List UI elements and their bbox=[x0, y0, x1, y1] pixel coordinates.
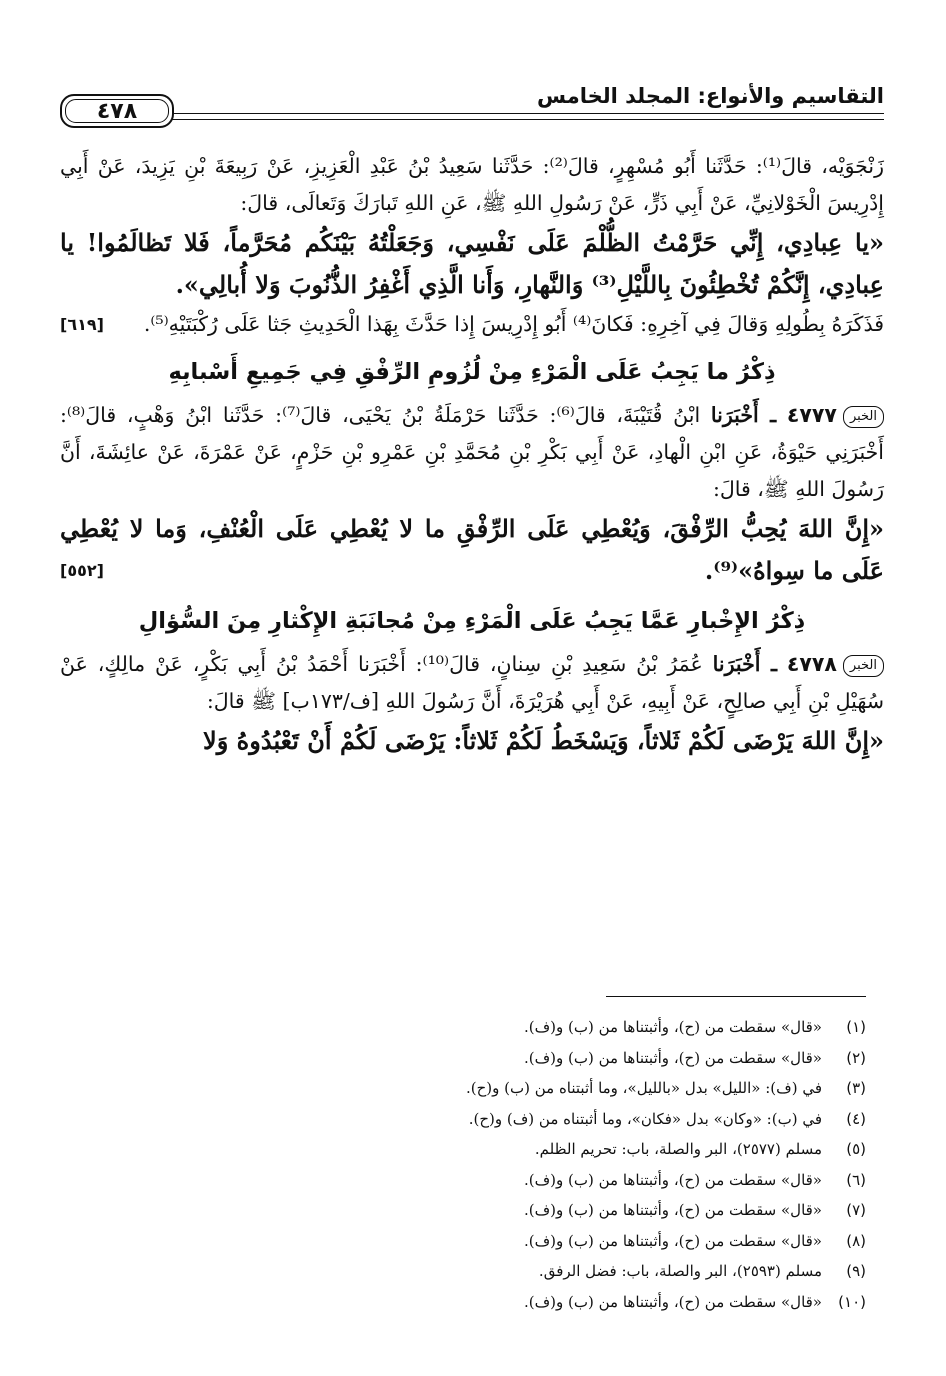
footnote-separator bbox=[606, 996, 866, 997]
hadith-entry-4778 bbox=[60, 646, 884, 720]
hadith-matn: «إِنَّ اللهَ يُحِبُّ الرِّفْقَ، وَيُعْطِي عَلَى الرِّفْقِ ما لا يُعْطِي عَلَى الْعُنْفِ، وَما لا يُعْطِي عَلَى ما سِواهُ»⁽⁹⁾. bbox=[60, 514, 884, 585]
comment-text: فَذَكَرَهُ بِطُولِهِ وَقالَ فِي آخِرِهِ: فَكانَ⁽⁴⁾ أَبُو إِدْرِيسَ إِذا حَدَّثَ بِهَذا الْحَدِيثِ جَثا عَلَى رُكْبَتَيْهِ⁽⁵⁾. bbox=[143, 312, 884, 336]
footnote-number: (٧) bbox=[846, 1201, 866, 1219]
footnote bbox=[200, 1287, 866, 1318]
footnote-number: (٥) bbox=[846, 1140, 866, 1158]
footnote-text: في (ف): «الليل» بدل «بالليل»، وما أثبتناه من (ب) و(ح). bbox=[465, 1079, 822, 1097]
hadith-number: ٤٧٧٧ bbox=[786, 403, 837, 427]
isnad-text: عُمَرُ بْنُ سَعِيدِ بْنِ سِنانٍ، قالَ⁽¹⁰⁾: أَخْبَرَنا أَحْمَدُ بْنُ أَبِي بَكْرٍ، عَنْ مالِكٍ، عَنْ سُهَيْلِ بْنِ أَبِي صالِحٍ، عَنْ أَبِيهِ، عَنْ أَبِي هُرَيْرَةَ، أَنَّ رَسُولَ اللهِ [ف/١٧٣ب] ﷺ قالَ: bbox=[60, 652, 884, 713]
footnote-number: (٩) bbox=[846, 1262, 866, 1280]
akhbarana-label: ـ أَخْبَرَنا bbox=[712, 652, 777, 676]
page-header bbox=[60, 78, 884, 128]
footnote-text: في (ب): «وكان» بدل «فكان»، وما أثبتناه من (ف) و(ح). bbox=[468, 1109, 822, 1128]
page-number: ٤٧٨ bbox=[60, 94, 174, 128]
footnote-text: مسلم (٢٥٧٧)، البر والصلة، باب: تحريم الظلم. bbox=[534, 1140, 822, 1158]
footnote-number: (١٠) bbox=[838, 1292, 866, 1311]
footnote-text: «قال» سقطت من (ح)، وأثبتناها من (ب) و(ف). bbox=[523, 1201, 822, 1219]
footnote bbox=[200, 1104, 866, 1135]
footnote-text: مسلم (٢٥٩٣)، البر والصلة، باب: فضل الرفق. bbox=[538, 1262, 822, 1280]
footnote-number: (١) bbox=[846, 1018, 866, 1036]
header-rule-bottom bbox=[172, 119, 884, 120]
footnote-number: (٢) bbox=[846, 1048, 866, 1067]
reference-number-1: [٦١٩] bbox=[60, 315, 104, 334]
footnote-number: (٦) bbox=[846, 1170, 866, 1189]
isnad-paragraph-1: زَنْجَوَيْه، قالَ⁽¹⁾: حَدَّثَنا أَبُو مُسْهِرٍ، قالَ⁽²⁾: حَدَّثَنا سَعِيدُ بْنُ عَبْدِ الْعَزِيزِ، عَنْ رَبِيعَةَ بْنِ يَزِيدَ، عَنْ أَبِي إِدْرِيسَ الْخَوْلانِيِّ، عَنْ أَبِي ذَرٍّ، عَنْ رَسُولِ اللهِ ﷺ، عَنِ اللهِ تَبارَكَ وَتَعالَى، قالَ: bbox=[60, 154, 884, 215]
hadith-text-2 bbox=[60, 508, 884, 592]
hadith-text-3: «إِنَّ اللهَ يَرْضَى لَكُمْ ثَلاثاً، وَيَسْخَطُ لَكُمْ ثَلاثاً: يَرْضَى لَكُمْ أَنْ تَعْبُدُوهُ وَلا bbox=[203, 726, 884, 755]
footnote-text: «قال» سقطت من (ح)، وأثبتناها من (ب) و(ف). bbox=[523, 1292, 822, 1311]
chapter-heading-2: ذِكْرُ الإِخْبارِ عَمَّا يَجِبُ عَلَى الْمَرْءِ مِنْ مُجانَبَةِ الإِكْثارِ مِنَ السُّؤالِ bbox=[138, 608, 806, 634]
chapter-heading-1: ذِكْرُ ما يَجِبُ عَلَى الْمَرْءِ مِنْ لُزُومِ الرِّفْقِ فِي جَمِيعِ أَسْبابِهِ bbox=[168, 359, 776, 385]
footnote bbox=[200, 1226, 866, 1257]
footnote bbox=[200, 1134, 866, 1165]
reference-number-2: [٥٥٢] bbox=[60, 561, 104, 580]
header-rule-top bbox=[172, 113, 884, 114]
main-text bbox=[60, 148, 884, 762]
comment-paragraph bbox=[60, 306, 884, 343]
khabar-badge-icon: الخبر bbox=[843, 406, 884, 428]
footnote bbox=[200, 1165, 866, 1196]
footnote bbox=[200, 1043, 866, 1074]
footnote bbox=[200, 1195, 866, 1226]
footnote-text: «قال» سقطت من (ح)، وأثبتناها من (ب) و(ف). bbox=[523, 1231, 822, 1250]
khabar-badge-icon: الخبر bbox=[843, 655, 884, 677]
footnote-text: «قال» سقطت من (ح)، وأثبتناها من (ب) و(ف). bbox=[523, 1018, 822, 1036]
footnote bbox=[200, 1073, 866, 1104]
footnote bbox=[200, 1012, 866, 1043]
footnote-number: (٣) bbox=[846, 1079, 866, 1097]
footnotes bbox=[200, 1012, 866, 1317]
footnote bbox=[200, 1256, 866, 1287]
running-title: التقاسيم والأنواع: المجلد الخامس bbox=[537, 84, 884, 108]
footnote-number: (٤) bbox=[846, 1109, 866, 1128]
isnad-text: ابْنُ قُتَيْبَةَ، قالَ⁽⁶⁾: حَدَّثَنا حَرْمَلَةُ بْنُ يَحْيَى، قالَ⁽⁷⁾: حَدَّثَنا ابْنُ وَهْبٍ، قالَ⁽⁸⁾: أَخْبَرَنِي حَيْوَةُ، عَنِ ابْنِ الْهادِ، عَنْ أَبِي بَكْرِ بْنِ مُحَمَّدِ بْنِ عَمْرِو بْنِ حَزْمٍ، عَنْ عَمْرَةَ، عَنْ عائِشَةَ، أَنَّ رَسُولَ اللهِ ﷺ، قالَ: bbox=[60, 403, 884, 501]
hadith-entry-4777 bbox=[60, 397, 884, 508]
akhbarana-label: ـ أَخْبَرَنا bbox=[710, 403, 777, 427]
hadith-number: ٤٧٧٨ bbox=[786, 652, 837, 676]
hadith-text-1: «يا عِبادِي، إِنِّي حَرَّمْتُ الظُّلْمَ عَلَى نَفْسِي، وَجَعَلْتُهُ بَيْنَكُم مُحَرَّماً، فَلا تَظالَمُوا! يا عِبادِي، إِنَّكُمْ تُخْطِئُونَ بِاللَّيْلِ⁽³⁾ وَالنَّهارِ، وَأَنا الَّذِي أَغْفِرُ الذُّنُوبَ وَلا أُبالِي». bbox=[60, 228, 884, 299]
footnote-number: (٨) bbox=[846, 1231, 866, 1250]
footnote-text: «قال» سقطت من (ح)، وأثبتناها من (ب) و(ف). bbox=[523, 1170, 822, 1189]
footnote-text: «قال» سقطت من (ح)، وأثبتناها من (ب) و(ف). bbox=[523, 1048, 822, 1067]
